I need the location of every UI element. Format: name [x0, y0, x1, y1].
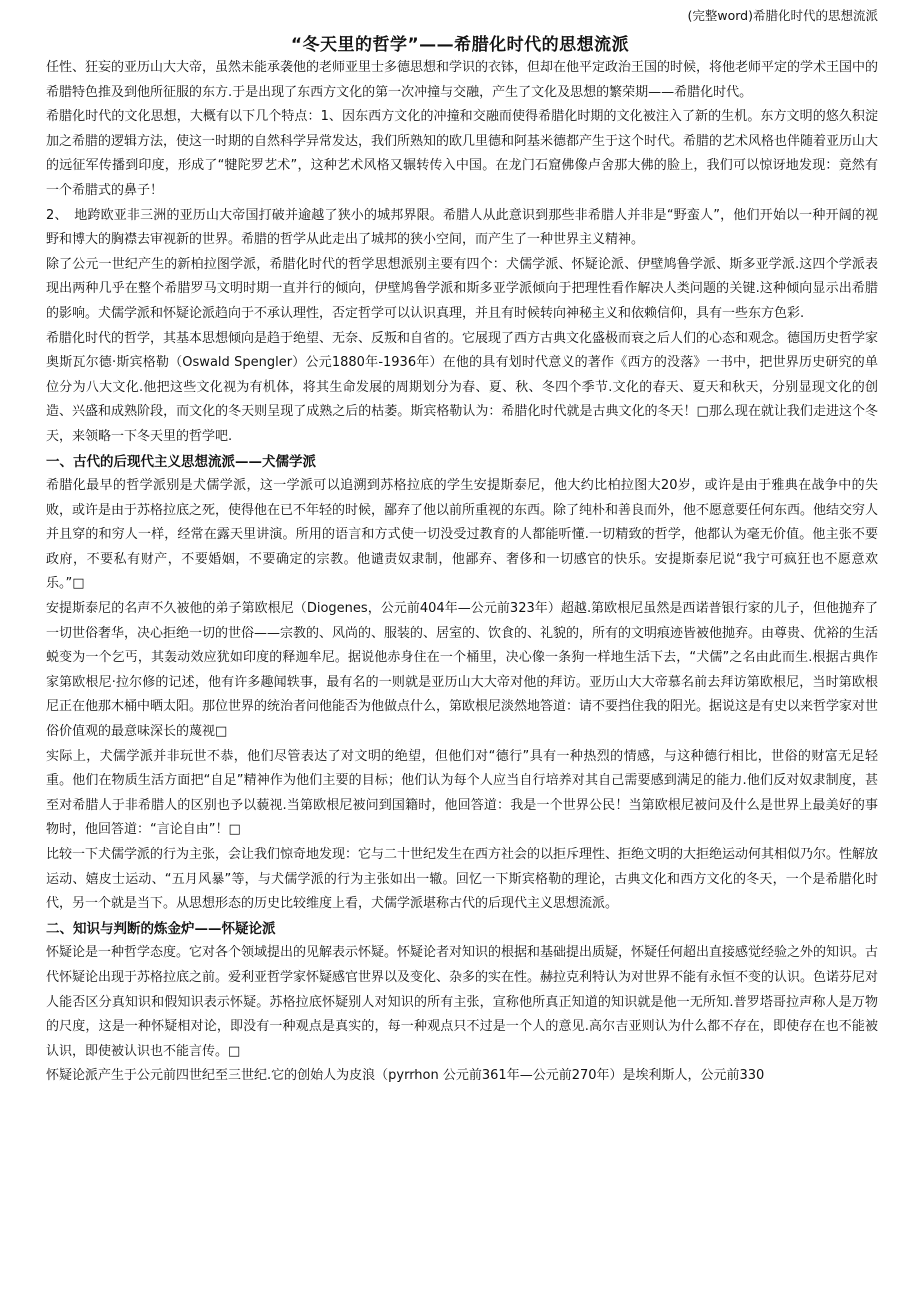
paragraph: 怀疑论是一种哲学态度。它对各个领域提出的见解表示怀疑。怀疑论者对知识的根据和基础提出质疑，怀疑任何超出直接感觉经验之外的知识。古代怀疑论出现于苏格拉底之前。爱利亚哲学家怀疑感官世界以及变化、杂多的实在性。赫拉克利特认为对世界不能有永恒不变的认识。色诺芬尼对人能否区分真知识和假知识表示怀疑。苏格拉底怀疑别人对知识的所有主张，宣称他所真正知道的知识就是他一无所知.普罗塔哥拉声称人是万物的尺度，这是一种怀疑相对论，即没有一种观点是真实的，每一种观点只不过是一个人的意见.高尔吉亚则认为什么都不存在，即使存在也不能被认识，即使被认识也不能言传。□	[46, 945, 879, 1059]
section-heading: 一、古代的后现代主义思想流派——犬儒学派	[46, 453, 316, 470]
document-body	[46, 56, 878, 1089]
header-note: (完整word)希腊化时代的思想流派	[687, 8, 878, 23]
paragraph: 怀疑论派产生于公元前四世纪至三世纪.它的创始人为皮浪（pyrrhon 公元前361年—公元前270年）是埃利斯人，公元前330	[46, 1068, 765, 1084]
paragraph: 希腊化最早的哲学派别是犬儒学派，这一学派可以追溯到苏格拉底的学生安提斯泰尼，他大约比柏拉图大20岁，或许是由于雅典在战争中的失败，或许是由于苏格拉底之死，使得他在已不年轻的时候，鄙弃了他以前所重视的东西。除了纯朴和善良而外，他不愿意要任何东西。他结交穷人并且穿的和穷人一样，经常在露天里讲演。所用的语言和方式使一切没受过教育的人都能听懂.一切精致的哲学，他都认为毫无价值。他主张不要政府，不要私有财产，不要婚姻，不要确定的宗教。他谴责奴隶制，他鄙弃、奢侈和一切感官的快乐。安提斯泰尼说“我宁可疯狂也不愿意欢乐。”□	[46, 478, 879, 592]
paragraph: 安提斯泰尼的名声不久被他的弟子第欧根尼（Diogenes，公元前404年—公元前323年）超越.第欧根尼虽然是西诺普银行家的儿子，但他抛弃了一切世俗奢华，决心拒绝一切的世俗——宗教的、风尚的、服装的、居室的、饮食的、礼貌的，所有的文明痕迹皆被他抛弃。由尊贵、优裕的生活蜕变为一个乞丐，其轰动效应犹如印度的释迦牟尼。据说他赤身住在一个桶里，决心像一条狗一样地生活下去，“犬儒”之名由此而生.根据古典作家第欧根尼·拉尔修的记述，他有许多趣闻轶事，最有名的一则就是亚历山大大帝对他的拜访。亚历山大大帝慕名前去拜访第欧根尼，当时第欧根尼正在他那木桶中晒太阳。那位世界的统治者问他能否为他做点什么，第欧根尼淡然地答道：请不要挡住我的阳光。据说这是有史以来哲学家对世俗价值观的最意味深长的蔑视□	[46, 601, 879, 740]
paragraph: 实际上，犬儒学派并非玩世不恭，他们尽管表达了对文明的绝望，但他们对“德行”具有一种热烈的情感，与这种德行相比，世俗的财富无足轻重。他们在物质生活方面把“自足”精神作为他们主要的目标；他们认为每个人应当自行培养对其自己需要感到满足的能力.他们反对奴隶制度，甚至对希腊人于非希腊人的区别也予以藐视.当第欧根尼被问到国籍时，他回答道：我是一个世界公民！当第欧根尼被问及什么是世界上最美好的事物时，他回答道：“言论自由”！□	[46, 748, 878, 838]
paragraph: 任性、狂妄的亚历山大大帝，虽然未能承袭他的老师亚里士多德思想和学识的衣钵，但却在他平定政治王国的时候，将他老师平定的学术王国中的希腊特色推及到他所征服的东方.于是出现了东西方文化的第一次冲撞与交融，产生了文化及思想的繁荣期——希腊化时代。	[46, 60, 879, 100]
section-heading: 二、知识与判断的炼金炉——怀疑论派	[46, 920, 276, 937]
paragraph: 希腊化时代的文化思想，大概有以下几个特点：1、因东西方文化的冲撞和交融而使得希腊化时期的文化被注入了新的生机。东方文明的悠久积淀加之希腊的逻辑方法，使这一时期的自然科学异常发达，我们所熟知的欧几里德和阿基米德都产生于这个时代。希腊的艺术风格也伴随着亚历山大的远征军传播到印度，形成了“犍陀罗艺术”，这种艺术风格又辗转传入中国。在龙门石窟佛像卢舍那大佛的脸上，我们可以惊讶地发现：竟然有一个希腊式的鼻子！	[46, 109, 879, 198]
paragraph: 2、 地跨欧亚非三洲的亚历山大帝国打破并逾越了狭小的城邦界限。希腊人从此意识到那些非希腊人并非是“野蛮人”，他们开始以一种开阔的视野和博大的胸襟去审视新的世界。希腊的哲学从此走出了城邦的狭小空间，而产生了一种世界主义精神。	[46, 207, 878, 248]
paragraph: 比较一下犬儒学派的行为主张，会让我们惊奇地发现：它与二十世纪发生在西方社会的以拒斥理性、拒绝文明的大拒绝运动何其相似乃尔。性解放运动、嬉皮士运动、“五月风暴”等，与犬儒学派的行为主张如出一辙。回忆一下斯宾格勒的理论，古典文化和西方文化的冬天，一个是希腊化时代，另一个就是当下。从思想形态的历史比较维度上看，犬儒学派堪称古代的后现代主义思想流派。	[46, 847, 879, 912]
paragraph: 希腊化时代的哲学，其基本思想倾向是趋于绝望、无奈、反叛和自省的。它展现了西方古典文化盛极而衰之后人们的心态和观念。德国历史哲学家奥斯瓦尔德·斯宾格勒（Oswald Spengler）公元1880年-1936年）在他的具有划时代意义的著作《西方的没落》一书中，把世界历史研究的单位分为八大文化.他把这些文化视为有机体，将其生命发展的周期划分为春、夏、秋、冬四个季节.文化的春天、夏天和秋天，分别显现文化的创造、兴盛和成熟阶段，而文化的冬天则呈现了成熟之后的枯萎。斯宾格勒认为：希腊化时代就是古典文化的冬天！□那么现在就让我们走进这个冬天，来领略一下冬天里的哲学吧.	[46, 330, 879, 444]
paragraph: 除了公元一世纪产生的新柏拉图学派，希腊化时代的哲学思想派别主要有四个：犬儒学派、怀疑论派、伊壁鸠鲁学派、斯多亚学派.这四个学派表现出两种几乎在整个希腊罗马文明时期一直并行的倾向，伊壁鸠鲁学派和斯多亚学派倾向于把理性看作解决人类问题的关键.这种倾向显示出希腊的影响。犬儒学派和怀疑论派趋向于不承认理性，否定哲学可以认识真理，并且有时候转向神秘主义和依赖信仰，具有一些东方色彩.	[46, 256, 878, 321]
document-title: “冬天里的哲学”——希腊化时代的思想流派	[290, 35, 630, 55]
